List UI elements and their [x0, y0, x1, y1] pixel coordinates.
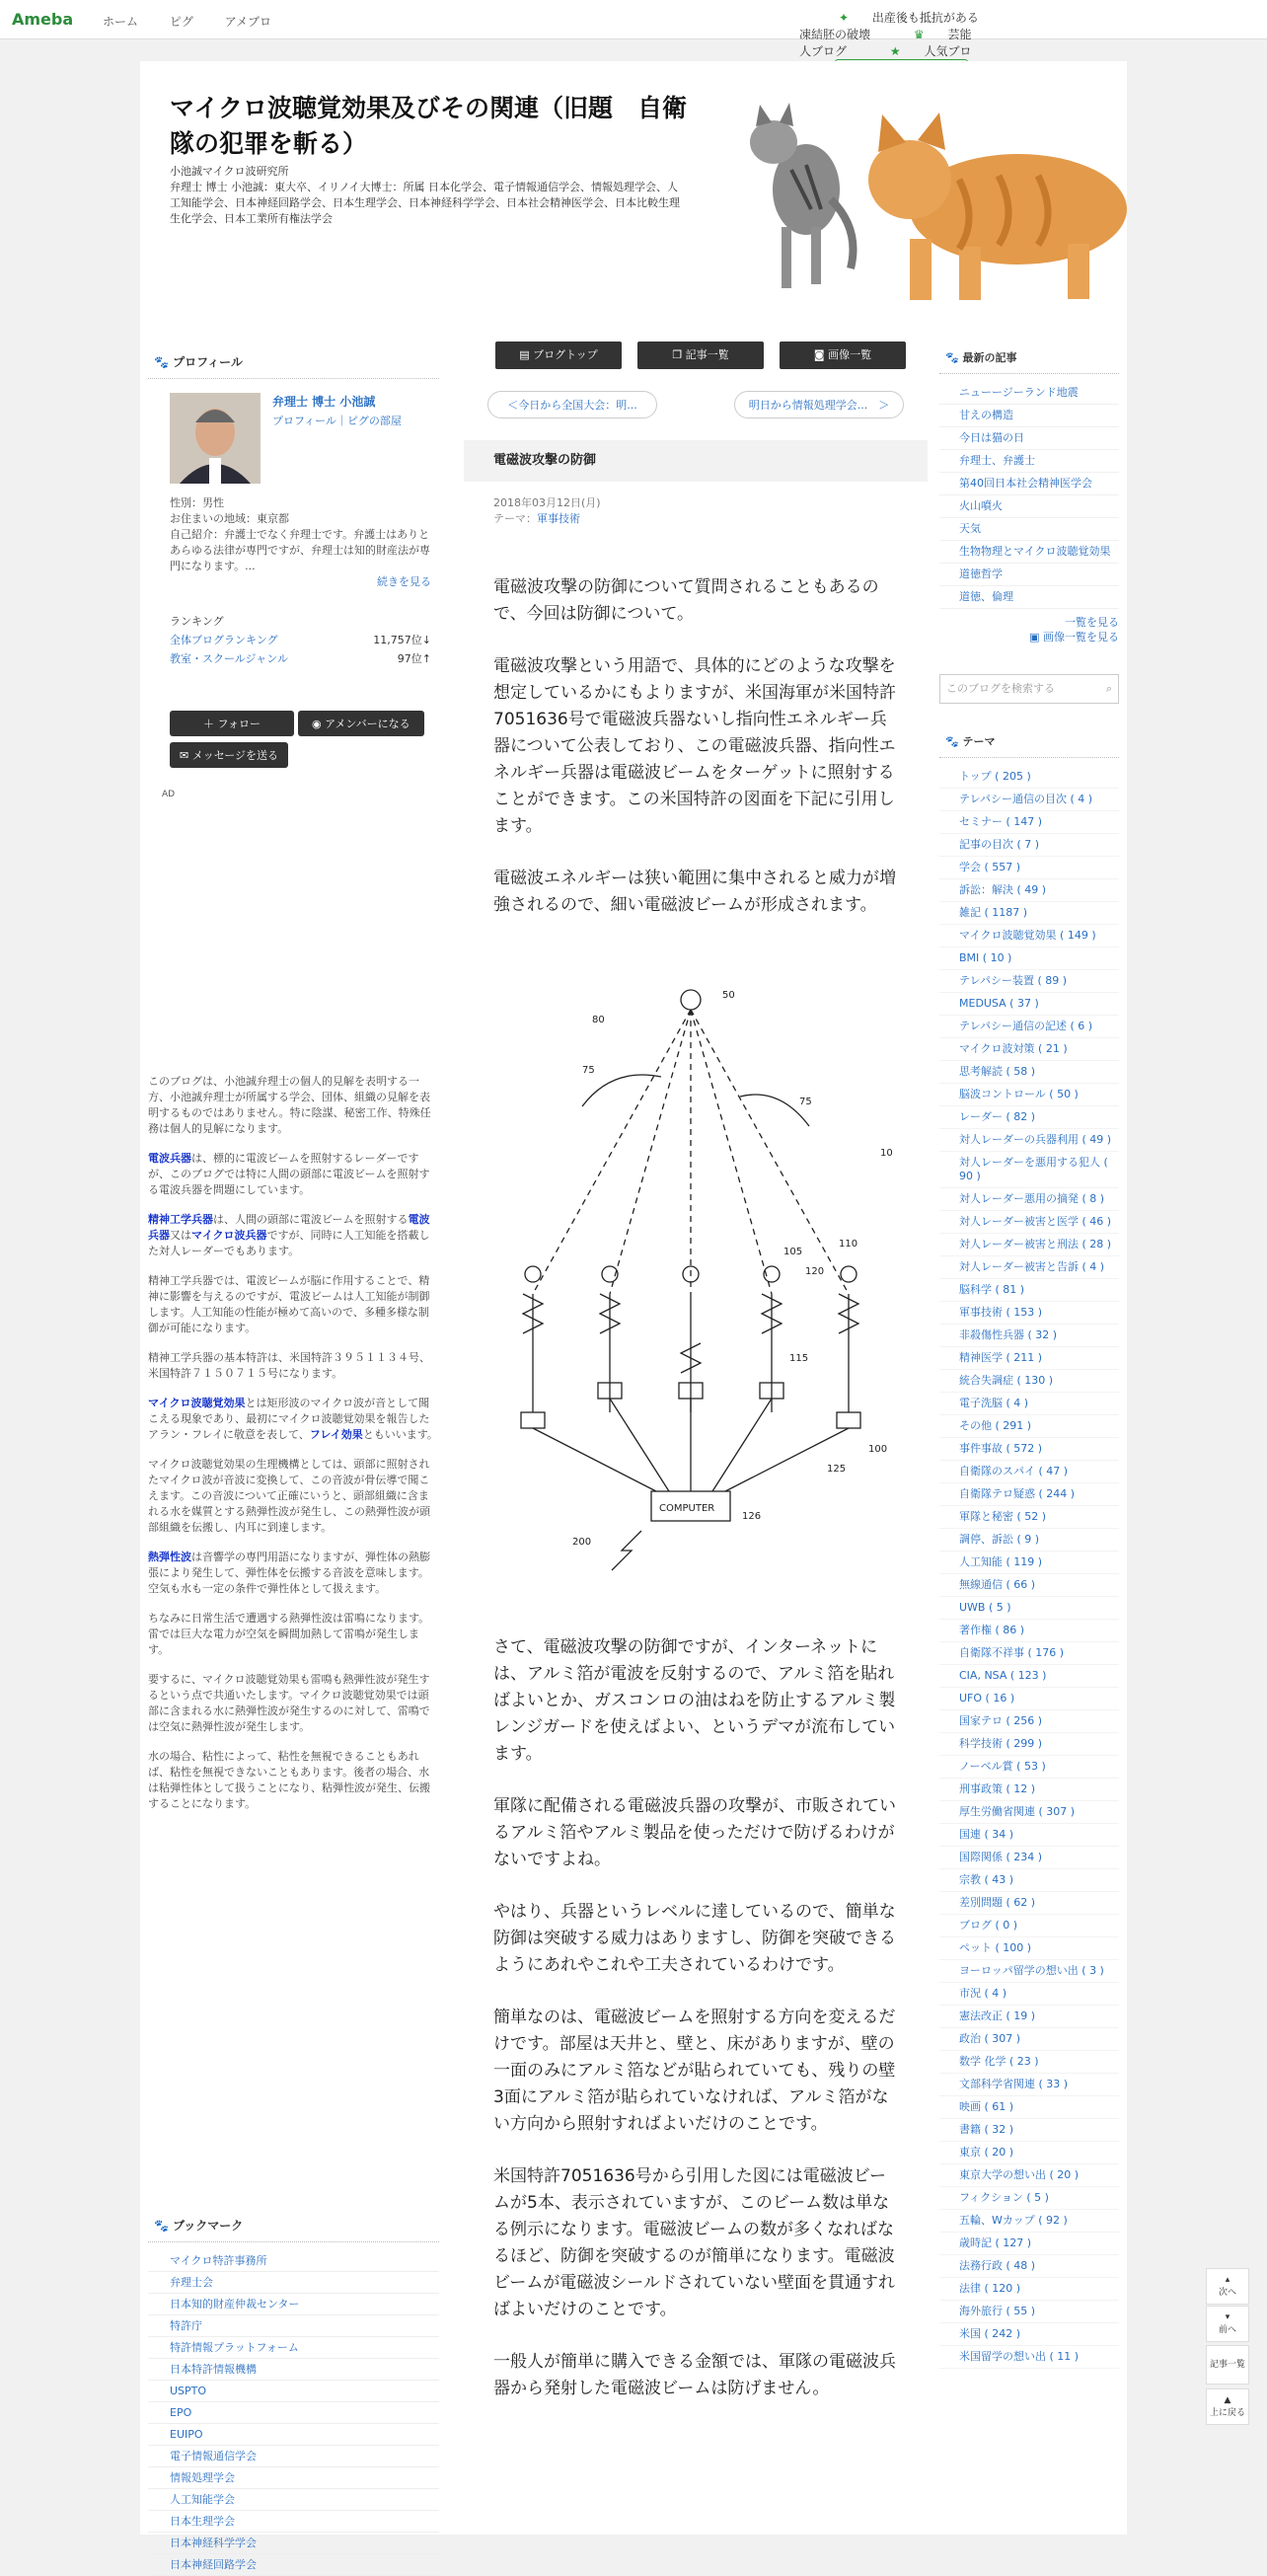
bookmark-link[interactable]: 日本神経回路学会: [148, 2554, 439, 2576]
cats-header-image: [712, 81, 1127, 318]
theme-link[interactable]: ノーベル賞 ( 53 ): [939, 1756, 1119, 1779]
theme-link[interactable]: 記事の目次 ( 7 ): [939, 834, 1119, 857]
message-button[interactable]: ✉ メッセージを送る: [170, 742, 288, 768]
entry-date: 2018年03月12日(月): [493, 496, 601, 509]
theme-link[interactable]: 憲法改正 ( 19 ): [939, 2006, 1119, 2028]
figure-label: 126: [742, 1511, 762, 1522]
prev-entry-link[interactable]: ＜今日から全国大会：明...: [487, 391, 657, 418]
theme-link[interactable]: 学会 ( 557 ): [939, 857, 1119, 879]
recent-entry-link[interactable]: 天気: [939, 518, 1119, 541]
bookmark-link[interactable]: USPTO: [148, 2381, 439, 2402]
recent-entry-link[interactable]: 火山噴火: [939, 495, 1119, 518]
entry-paragraph: やはり、兵器というレベルに達しているので、簡単な防御は突破する威力はありますし、防御を突破できるようにあれやこれや工夫されているわけです。: [493, 1902, 896, 1975]
theme-link[interactable]: 統合失調症 ( 130 ): [939, 1370, 1119, 1393]
paw-icon: 🐾: [154, 2219, 169, 2233]
entry-paragraph: 電磁波攻撃の防御について質問されることもあるので、今回は防御について。: [493, 577, 879, 624]
bookmark-link[interactable]: 人工知能学会: [148, 2489, 439, 2511]
theme-link[interactable]: 海外旅行 ( 55 ): [939, 2301, 1119, 2323]
theme-link[interactable]: 自衛隊のスパイ ( 47 ): [939, 1461, 1119, 1483]
float-next-button[interactable]: ▴ 次へ: [1206, 2268, 1249, 2305]
entry-theme-link[interactable]: 軍事技術: [537, 512, 580, 525]
disclaimer-notes: このブログは、小池誠弁理士の個人的見解を表明する一方、小池誠弁理士が所属する学会、団体、組織の見解を表明するものではありません。特に陰謀、秘密工作、特殊任務は個人的見解になります。 電波兵器は、標的に電波ビームを照射するレーダーですが、このブログでは特に人間の頭部に電波ビームを照射する電波兵器を問題にしています。 精神工学兵器は、人間の頭部に電波ビームを照射する電波兵器又はマイクロ波兵器ですが、同時に人工知能を搭載した対人レーダーでもあります。 精神工学兵器では、電波ビームが脳に作用することで、精神に影響を与えるのですが、電波ビームは人工知能が制御します。人工知能の性能が極めて高いので、多種多様な制御が可能になります。 精神工学兵器の基本特許は、米国特許３９５１１３４号、米国特許７１５０７１５号になります。 マイクロ波聴覚効果とは矩形波のマイクロ波が音として聞こえる現象であり、最初にマイクロ波聴覚効果を報告したアラン・フレイに敬意を表して、フレイ効果ともいいます。 マイクロ波聴覚効果の生理機構としては、頭部に照射されたマイクロ波が音波に変換して、この音波が骨伝導で聞こえます。この音波について正確にいうと、頭部組織に含まれる水を媒質とする熱弾性波が発生し、この熱弾性波が頭部組織を伝搬し、内耳に到達します。 熱弾性波は音響学の専門用語になりますが、弾性体の熱膨張により発生して、弾性体を伝搬する音波を意味します。空気も水も一定の条件で弾性体として扱えます。 ちなみに日常生活で遭遇する熱弾性波は雷鳴になります。雷では巨大な電力が空気を瞬間加熱して雷鳴が発生します。 要するに、マイクロ波聴覚効果も雷鳴も熱弾性波が発生するという点で共通いたします。マイクロ波聴覚効果では頭部に含まれる水に熱弾性波が発生するのに対して、雷鳴では空気に熱弾性波が発生します。 水の場合、粘性によって、粘性を無視できることもあれば、粘性を無視できないこともあります。後者の場合、水は粘弾性体として扱うことになり、粘弾性波が発生、伝搬することになります。: [148, 1075, 438, 1810]
theme-link[interactable]: ヨーロッパ留学の想い出 ( 3 ): [939, 1960, 1119, 1983]
profile-section: [148, 347, 439, 799]
theme-link[interactable]: マイクロ波対策 ( 21 ): [939, 1038, 1119, 1061]
figure-label: 75: [582, 1065, 595, 1076]
nav-pigg[interactable]: ピグ: [169, 15, 193, 29]
figure-label: 200: [572, 1537, 592, 1548]
theme-link[interactable]: 政治 ( 307 ): [939, 2028, 1119, 2051]
blog-description: 小池誠マイクロ波研究所 弁理士 博士 小池誠：東大卒、イリノイ大博士：所属 日本化学会、電子情報通信学会、情報処理学会、人工知能学会、日本神経回路学会、日本生理学会、日本神経科学学会、日本社会精神医学会、日本比較生理生化学会、日本工業所有権法学会: [170, 165, 680, 225]
theme-link[interactable]: 国連 ( 34 ): [939, 1824, 1119, 1847]
blog-tabs: [464, 341, 928, 369]
figure-label: 75: [799, 1097, 812, 1107]
profile-heading: 🐾 プロフィール: [148, 347, 439, 379]
theme-link[interactable]: 精神医学 ( 211 ): [939, 1347, 1119, 1370]
theme-link[interactable]: 無線通信 ( 66 ): [939, 1574, 1119, 1597]
bookmark-link[interactable]: 日本生理学会: [148, 2511, 439, 2533]
entry-paragraph: 軍隊に配備される電磁波兵器の攻撃が、市販されているアルミ箔やアルミ製品を使っただけで防げるわけがないですよね。: [493, 1796, 896, 1869]
figure-label: 105: [783, 1247, 803, 1257]
image-icon: ▣: [1029, 631, 1040, 644]
theme-link[interactable]: 軍隊と秘密 ( 52 ): [939, 1506, 1119, 1529]
theme-link[interactable]: 科学技術 ( 299 ): [939, 1733, 1119, 1756]
theme-link[interactable]: 市況 ( 4 ): [939, 1983, 1119, 2006]
tab-blog-top[interactable]: ▤ ブログトップ: [495, 341, 622, 369]
bookmark-link[interactable]: 日本知的財産仲裁センター: [148, 2294, 439, 2315]
paw-icon: 🐾: [945, 351, 959, 364]
theme-link[interactable]: 厚生労働省関連 ( 307 ): [939, 1801, 1119, 1824]
theme-link[interactable]: 自衛隊テロ疑惑 ( 244 ): [939, 1483, 1119, 1506]
themes-heading: 🐾 テーマ: [939, 725, 1119, 758]
theme-link[interactable]: 対人レーダーの兵器利用 ( 49 ): [939, 1129, 1119, 1152]
trend-link-3[interactable]: ★ 人気ブロ: [889, 44, 972, 58]
figure-label: 10: [880, 1148, 893, 1159]
entry-paragraph: さて、電磁波攻撃の防御ですが、インターネットには、アルミ箔が電波を反射するので、アルミ箔を貼ればよいとか、ガスコンロの油はねを防止するアルミ製レンジガードを使えばよい、というデマが流布しています。: [493, 1637, 896, 1764]
gray-cat: [750, 103, 854, 288]
figure-label: 125: [827, 1464, 847, 1475]
theme-link[interactable]: 東京大学の想い出 ( 20 ): [939, 2164, 1119, 2187]
recent-entry-link[interactable]: 道徳哲学: [939, 564, 1119, 586]
image-list-link[interactable]: ▣ 画像一覧を見る: [1029, 631, 1119, 644]
theme-link[interactable]: 対人レーダー被害と刑法 ( 28 ): [939, 1234, 1119, 1256]
recent-entry-link[interactable]: 第40回日本社会精神医学会: [939, 473, 1119, 495]
profile-links[interactable]: プロフィール｜ピグの部屋: [272, 415, 402, 427]
recent-entry-link[interactable]: 今日は猫の日: [939, 427, 1119, 450]
theme-link[interactable]: 自衛隊不祥事 ( 176 ): [939, 1642, 1119, 1665]
blog-search-input[interactable]: このブログを検索する ⌕: [939, 674, 1119, 704]
theme-link[interactable]: 映画 ( 61 ): [939, 2096, 1119, 2119]
theme-link[interactable]: ペット ( 100 ): [939, 1937, 1119, 1960]
blog-container: [140, 61, 1127, 2571]
theme-list: [939, 766, 1119, 2369]
theme-link[interactable]: 差別問題 ( 62 ): [939, 1892, 1119, 1915]
figure-label: 120: [805, 1266, 825, 1277]
theme-link[interactable]: 著作権 ( 86 ): [939, 1620, 1119, 1642]
bookmark-link[interactable]: 弁理士会: [148, 2272, 439, 2294]
ad-label: AD: [162, 790, 176, 799]
trend-link-1[interactable]: ✦ 出産後も抵抗がある凍結胚の破壊: [799, 11, 979, 41]
rank-overall-link[interactable]: 全体ブログランキング: [170, 634, 278, 646]
bookmark-link[interactable]: 特許情報プラットフォーム: [148, 2337, 439, 2359]
follow-button[interactable]: ＋ フォロー: [170, 711, 294, 736]
entry-paragraph: 電磁波エネルギーは狭い範囲に集中されると威力が増強されるので、細い電磁波ビームが形成されます。: [493, 869, 896, 915]
profile-more-link[interactable]: 続きを見る: [377, 575, 431, 588]
recent-list-link[interactable]: 一覧を見る: [1065, 616, 1119, 629]
theme-link[interactable]: 電子洗脳 ( 4 ): [939, 1393, 1119, 1415]
bookmark-link[interactable]: 電子情報通信学会: [148, 2446, 439, 2467]
theme-link[interactable]: 法律 ( 120 ): [939, 2278, 1119, 2301]
left-sidebar: [148, 347, 439, 799]
theme-link[interactable]: 歳時記 ( 127 ): [939, 2233, 1119, 2255]
theme-link[interactable]: その他 ( 291 ): [939, 1415, 1119, 1438]
theme-link[interactable]: 雑記 ( 1187 ): [939, 902, 1119, 925]
recent-entry-link[interactable]: 弁理士、弁護士: [939, 450, 1119, 473]
bookmark-link[interactable]: 情報処理学会: [148, 2467, 439, 2489]
entry-paragraph: 電磁波攻撃という用語で、具体的にどのような攻撃を想定しているかにもよりますが、米国海軍が米国特許7051636号で電磁波兵器ないし指向性エネルギー兵器について公表しており、この電磁波兵器、指向性エネルギー兵器は電磁波ビームをターゲットに照射することができます。この米国特許の図面を下記に引用します。: [493, 656, 896, 836]
entry-paragraph: 米国特許7051636号から引用した図には電磁波ビームが5本、表示されていますが、このビーム数は単なる例示になります。電磁波ビームの数が多くなればなるほど、防御を突破するのが簡単になります。電磁波ビームが電磁波シールドされていない壁面を貫通すればよいだけのことです。: [493, 2166, 895, 2319]
profile-buttons: [170, 711, 431, 774]
theme-link[interactable]: BMI ( 10 ): [939, 947, 1119, 970]
theme-link[interactable]: 脳科学 ( 81 ): [939, 1279, 1119, 1302]
paw-icon: 🐾: [945, 735, 959, 748]
theme-link[interactable]: マイクロ波聴覚効果 ( 149 ): [939, 925, 1119, 947]
global-nav: [103, 13, 299, 30]
trend-link-2[interactable]: ♛ 芸能人ブログ: [799, 28, 972, 58]
theme-link[interactable]: 国家テロ ( 256 ): [939, 1710, 1119, 1733]
ranking: ランキング 全体ブログランキング 11,757位↓ 教室・スクールジャンル 97位↑: [170, 612, 431, 668]
theme-link[interactable]: 文部科学省関連 ( 33 ): [939, 2074, 1119, 2096]
paw-icon: 🐾: [154, 355, 169, 369]
entry-paragraph: 簡単なのは、電磁波ビームを照射する方向を変えるだけです。部屋は天井と、壁と、床がありますが、壁の一面のみにアルミ箔などが貼られていても、残りの壁3面にアルミ箔が貼られていなければ、アルミ箔がない方向から照射すればよいだけのことです。: [493, 2008, 896, 2134]
theme-link[interactable]: フィクション ( 5 ): [939, 2187, 1119, 2210]
recent-entry-link[interactable]: 生物物理とマイクロ波聴覚効果: [939, 541, 1119, 564]
recent-entry-link[interactable]: 道徳、倫理: [939, 586, 1119, 609]
theme-link[interactable]: テレパシー通信の記述 ( 6 ): [939, 1016, 1119, 1038]
theme-link[interactable]: 東京 ( 20 ): [939, 2142, 1119, 2164]
right-sidebar: [939, 341, 1119, 2369]
bookmarks-heading: 🐾 ブックマーク: [148, 2211, 439, 2242]
next-entry-link[interactable]: 明日から情報処理学会... ＞: [734, 391, 904, 418]
nav-ameblo[interactable]: アメブロ: [224, 15, 271, 29]
theme-link[interactable]: 五輪、Wカップ ( 92 ): [939, 2210, 1119, 2233]
figure-label: 80: [592, 1015, 605, 1025]
entry-pager: [464, 391, 928, 418]
entry-title[interactable]: 電磁波攻撃の防御: [464, 440, 928, 482]
theme-link[interactable]: 米国 ( 242 ): [939, 2323, 1119, 2346]
theme-link[interactable]: 対人レーダーを悪用する犯人 ( 90 ): [939, 1152, 1119, 1188]
avatar[interactable]: [170, 393, 261, 484]
theme-link[interactable]: 思考解読 ( 58 ): [939, 1061, 1119, 1084]
theme-link[interactable]: 訴訟：解決 ( 49 ): [939, 879, 1119, 902]
entry-meta: 2018年03月12日(月) テーマ：軍事技術: [464, 482, 928, 527]
tab-entry-list[interactable]: ❐ 記事一覧: [637, 341, 764, 369]
profile-name[interactable]: 弁理士 博士 小池誠: [272, 395, 376, 409]
orange-cat: [868, 113, 1127, 300]
bookmark-link[interactable]: マイクロ特許事務所: [148, 2250, 439, 2272]
entry-paragraph: 一般人が簡単に購入できる金額では、軍隊の電磁波兵器から発射した電磁波ビームは防げません。: [493, 2352, 896, 2398]
recent-entry-link[interactable]: 甘えの構造: [939, 405, 1119, 427]
theme-link[interactable]: 国際関係 ( 234 ): [939, 1847, 1119, 1869]
theme-link[interactable]: 刑事政策 ( 12 ): [939, 1779, 1119, 1801]
recent-entry-link[interactable]: ニューージーランド地震: [939, 382, 1119, 405]
main-content: [464, 341, 928, 2428]
theme-link[interactable]: 非殺傷性兵器 ( 32 ): [939, 1325, 1119, 1347]
entry-body: [464, 527, 928, 2402]
figure-label: 110: [839, 1239, 858, 1250]
theme-link[interactable]: トップ ( 205 ): [939, 766, 1119, 789]
patent-figure[interactable]: [493, 978, 898, 1590]
theme-link[interactable]: UFO ( 16 ): [939, 1688, 1119, 1710]
theme-link[interactable]: 対人レーダー被害と医学 ( 46 ): [939, 1211, 1119, 1234]
theme-link[interactable]: 調停、訴訟 ( 9 ): [939, 1529, 1119, 1552]
figure-computer-label: COMPUTER: [659, 1503, 715, 1514]
recent-heading: 🐾 最新の記事: [939, 341, 1119, 374]
theme-link[interactable]: UWB ( 5 ): [939, 1597, 1119, 1620]
blog-header: [140, 61, 1127, 328]
float-prev-button[interactable]: ▾ 前へ: [1206, 2306, 1249, 2342]
theme-link[interactable]: セミナー ( 147 ): [939, 811, 1119, 834]
theme-link[interactable]: 事件事故 ( 572 ): [939, 1438, 1119, 1461]
theme-link[interactable]: 宗教 ( 43 ): [939, 1869, 1119, 1892]
theme-link[interactable]: 書籍 ( 32 ): [939, 2119, 1119, 2142]
figure-label: 115: [789, 1353, 809, 1364]
rank-genre-link[interactable]: 教室・スクールジャンル: [170, 652, 289, 665]
figure-label: 50: [722, 990, 735, 1001]
blog-title[interactable]: マイクロ波聴覚効果及びその関連（旧題 自衛隊の犯罪を斬る）: [170, 94, 688, 158]
theme-link[interactable]: テレパシー通信の目次 ( 4 ): [939, 789, 1119, 811]
global-header: [0, 0, 1267, 58]
search-icon[interactable]: ⌕: [1105, 682, 1112, 695]
float-list-button[interactable]: 記事一覧: [1206, 2345, 1249, 2385]
nav-home[interactable]: ホーム: [103, 15, 139, 29]
theme-link[interactable]: テレパシー装置 ( 89 ): [939, 970, 1119, 993]
theme-link[interactable]: 米国留学の想い出 ( 11 ): [939, 2346, 1119, 2369]
bookmarks-section: [148, 2211, 439, 2576]
theme-link[interactable]: MEDUSA ( 37 ): [939, 993, 1119, 1016]
theme-link[interactable]: CIA, NSA ( 123 ): [939, 1665, 1119, 1688]
theme-link[interactable]: 人工知能 ( 119 ): [939, 1552, 1119, 1574]
bookmark-link[interactable]: 日本神経科学学会: [148, 2533, 439, 2554]
theme-link[interactable]: 数学 化学 ( 23 ): [939, 2051, 1119, 2074]
float-top-button[interactable]: ▲ 上に戻る: [1206, 2388, 1249, 2425]
figure-label: 100: [868, 1444, 888, 1455]
theme-link[interactable]: 法務行政 ( 48 ): [939, 2255, 1119, 2278]
bookmark-link[interactable]: EUIPO: [148, 2424, 439, 2446]
amember-button[interactable]: ◉ アメンバーになる: [298, 711, 424, 736]
theme-link[interactable]: 対人レーダー被害と告訴 ( 4 ): [939, 1256, 1119, 1279]
theme-link[interactable]: ブログ ( 0 ): [939, 1915, 1119, 1937]
bookmark-link[interactable]: EPO: [148, 2402, 439, 2424]
theme-link[interactable]: レーダー ( 82 ): [939, 1106, 1119, 1129]
theme-link[interactable]: 対人レーダー悪用の摘発 ( 8 ): [939, 1188, 1119, 1211]
bookmark-link[interactable]: 日本特許情報機構: [148, 2359, 439, 2381]
ameba-logo[interactable]: Ameba: [12, 10, 74, 29]
theme-link[interactable]: 脳波コントロール ( 50 ): [939, 1084, 1119, 1106]
bookmark-link[interactable]: 特許庁: [148, 2315, 439, 2337]
theme-link[interactable]: 軍事技術 ( 153 ): [939, 1302, 1119, 1325]
profile-info: 性別：男性 お住まいの地域：東京都 自己紹介：弁護士でなく弁理士です。弁護士はありとあらゆる法律が専門ですが、弁理士は知的財産法が専門になります。... 続きを見る: [170, 496, 431, 588]
tab-image-list[interactable]: ◙ 画像一覧: [780, 341, 906, 369]
